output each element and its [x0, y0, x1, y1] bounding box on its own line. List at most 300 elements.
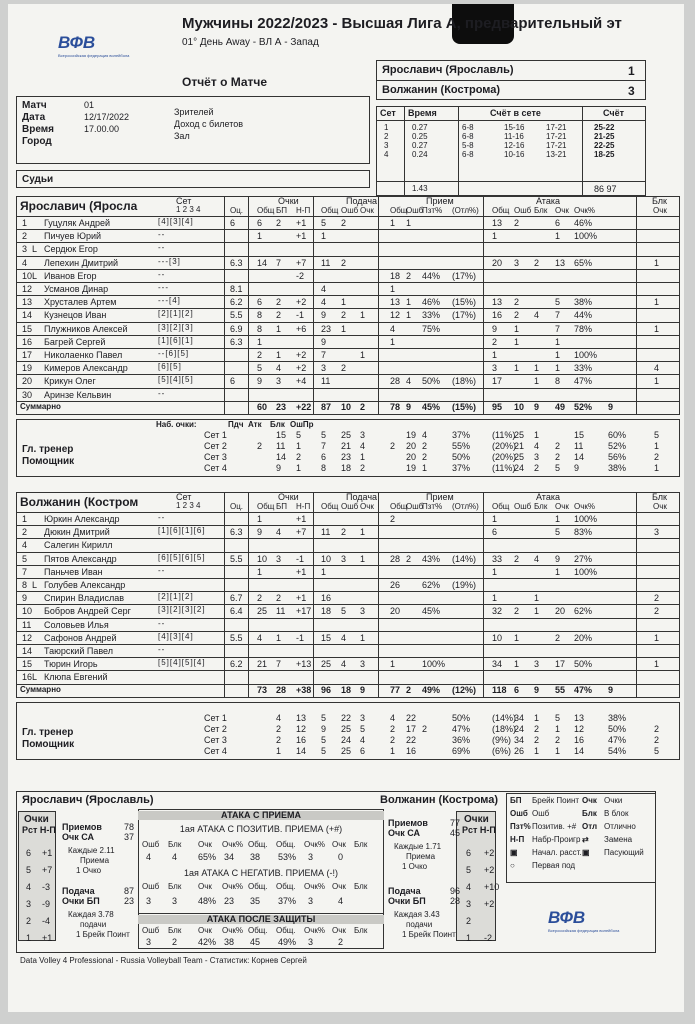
attack-col-header: Очк% [222, 882, 244, 891]
column-header: Общ [321, 206, 339, 215]
player-number: 14 [22, 646, 33, 656]
summary-cell: 73 [257, 684, 268, 695]
column-header: (Отл%) [452, 206, 479, 215]
lineup-positions: ---[4] [158, 296, 181, 306]
setrow-cell: 2 [555, 440, 561, 451]
rule-line [16, 322, 680, 323]
player-name: Пичуев Юрий [44, 231, 102, 242]
rule-line [16, 308, 680, 309]
stat-cell: 7 [555, 323, 561, 334]
summary-cell: 2 [360, 401, 366, 412]
stat-cell: 1 [276, 632, 282, 643]
lineup-positions: [4][3][4] [158, 217, 194, 226]
info-label: Зал [174, 131, 190, 141]
team2-name: Волжанин (Кострома) [382, 84, 501, 96]
player-number: 12 [22, 284, 33, 294]
setrow-cell: 4 [360, 440, 366, 451]
player-name: Юркин Александр [44, 514, 120, 524]
attack-value: 23 [224, 896, 235, 906]
stat-cell: 2 [257, 593, 263, 604]
stat-cell: 1 [360, 553, 366, 564]
column-header: Блк [534, 206, 548, 215]
stat-cell: 7 [555, 310, 561, 321]
stat-cell: 1 [321, 231, 327, 242]
set-score-cell: 2 [384, 132, 389, 141]
stat-cell: 7 [276, 659, 282, 670]
stat-label: Очки БП [388, 896, 426, 906]
stat-cell: 4 [534, 553, 540, 564]
referees-box [16, 170, 370, 188]
stat-cell: 23 [321, 323, 332, 334]
setrow-cell: 9 [276, 462, 282, 473]
legend-key: БП [510, 796, 522, 805]
summary-cell: 49% [422, 684, 441, 695]
stat-cell: 3 [360, 659, 366, 670]
stat-cell: 6.3 [230, 257, 243, 268]
stat-cell: 62% [574, 606, 593, 617]
stat-cell: 2 [514, 553, 520, 564]
bottom-team2: Волжанин (Кострома) [380, 794, 499, 806]
player-number: 3 [22, 244, 28, 255]
rule-line [16, 565, 680, 566]
rotation-number: 1 [466, 933, 472, 943]
rule-line [16, 295, 680, 296]
setrow-cell: 2 [276, 734, 282, 745]
stat-cell: +7 [296, 527, 307, 538]
attack-col-header: Блк [168, 840, 182, 849]
stat-cell: 13 [492, 297, 503, 308]
stat-cell: 9 [321, 336, 327, 347]
legend-key: Отл [582, 822, 598, 831]
attack-value: 49% [278, 937, 297, 947]
stat-cell: 9 [555, 553, 561, 564]
stat-cell: 2 [390, 514, 396, 524]
rotation-number: 1 [26, 933, 32, 943]
stat-cell: -2 [296, 270, 305, 281]
stat-cell: 2 [654, 593, 660, 604]
rotation-number: 6 [26, 848, 32, 858]
stat-cell: 100% [574, 514, 598, 524]
set-score-cell: 1 [384, 123, 389, 132]
sets-header: Счёт [603, 108, 625, 118]
player-name: Дюкин Дмитрий [44, 527, 110, 538]
setrow-cell: 25 [514, 451, 525, 462]
summary-cell: 10 [514, 401, 525, 412]
summary-cell: 10 [341, 401, 352, 412]
sets-total-points: 86 97 [594, 184, 617, 194]
serve-header: Подача [346, 492, 378, 502]
rotation-points-label: Очки [464, 814, 489, 825]
libero-mark: L [32, 244, 38, 255]
legend-value: Очки [604, 796, 623, 805]
rule-line [16, 631, 680, 632]
rotation-number: 2 [26, 916, 32, 926]
player-name: Спирин Владислав [44, 593, 124, 604]
setrow-cell: 2 [257, 440, 263, 451]
stat-cell: +17 [296, 606, 312, 617]
setrow-cell: 1 [555, 723, 561, 734]
setrow-cell: 8 [321, 462, 327, 473]
stat-cell: (15%) [452, 297, 477, 308]
setrow-cell: 4 [534, 440, 540, 451]
set-score-cell: 6-8 [462, 123, 474, 132]
setrow-cell: 16 [296, 734, 307, 745]
stat-note: подачи [80, 920, 107, 929]
setrow-cell: 11 [276, 440, 286, 451]
stat-cell: -1 [296, 310, 305, 321]
setrow-cell: 12 [296, 723, 307, 734]
column-header: Общ [390, 206, 408, 215]
setrow-cell: 3 [360, 429, 366, 440]
rotation-number: 5 [466, 865, 472, 875]
stat-cell: 62% [422, 580, 441, 590]
rule-line [16, 604, 680, 605]
set-score-cell: 4 [384, 150, 389, 159]
player-number: 2 [22, 231, 28, 242]
stat-cell: 1 [555, 363, 561, 374]
set-score-cell: 5-8 [462, 141, 474, 150]
stat-cell: 16 [492, 310, 503, 321]
summary-cell: 6 [514, 684, 520, 695]
stat-cell: 7 [321, 350, 327, 360]
set-score-cell: 18-25 [594, 150, 615, 159]
stat-cell: 2 [514, 218, 520, 228]
player-name: Голубев Александр [44, 580, 126, 590]
stat-cell: 1 [514, 659, 520, 670]
setrow-cell: 19 [406, 462, 417, 473]
player-number: 4 [22, 540, 28, 551]
stat-cell: 4 [257, 632, 263, 643]
stat-cell: 10 [257, 553, 268, 564]
attack-value: 35 [250, 896, 261, 906]
lineup-positions: [6][5] [158, 362, 182, 372]
lineup-positions: --[6][5] [158, 349, 190, 358]
stat-cell: 65% [574, 257, 593, 268]
sets-header: Время [408, 108, 437, 118]
stat-cell: 6 [257, 218, 263, 228]
rule-line [16, 216, 680, 217]
setrow-cell: (20%) [492, 440, 517, 451]
setrow-cell: 4 [360, 734, 366, 745]
stat-cell: 1 [406, 297, 412, 308]
stat-cell: 33 [492, 553, 503, 564]
attack-value: 0 [338, 852, 344, 862]
stat-cell: 2 [555, 632, 561, 643]
setrow-cell: 16 [574, 734, 585, 745]
setrow-cell: 3 [360, 712, 366, 723]
player-number: 9 [22, 593, 28, 604]
stat-note: Каждые 1.71 [394, 842, 442, 851]
setrow-cell: 69% [452, 745, 471, 756]
stat-cell: (17%) [452, 270, 477, 281]
attack-col-header: Общ. [248, 840, 268, 849]
attack-value: 37% [278, 896, 297, 906]
attack-value: 3 [172, 896, 178, 906]
stat-value: 78 [124, 822, 135, 832]
stat-cell: +7 [296, 257, 307, 268]
column-header: (Отл%) [452, 502, 479, 511]
setrow-cell: 5 [654, 745, 660, 756]
stat-value: 28 [450, 896, 461, 906]
vfv-logo-bottom: ВФВ [548, 908, 586, 927]
player-number: 7 [22, 566, 28, 577]
setrow-cell: 18 [341, 462, 352, 473]
set-score-cell: 25-22 [594, 123, 615, 132]
setrow-label: Сет 2 [204, 723, 227, 734]
setrow-cell: 5 [360, 723, 366, 734]
stat-cell: 16 [321, 593, 332, 604]
attack-value: 3 [308, 937, 314, 947]
stat-cell: 5 [321, 218, 327, 228]
stat-cell: 100% [574, 566, 598, 577]
attack-col-header: Общ. [276, 882, 296, 891]
attack-col-header: Очк [198, 926, 212, 935]
set-score-cell: 11-16 [504, 132, 524, 141]
stat-cell: 33% [574, 363, 593, 374]
column-header: Пзт% [422, 206, 443, 215]
setrow-cell: 6 [321, 451, 327, 462]
stat-cell: -1 [296, 553, 305, 564]
stat-cell: 1 [276, 323, 282, 334]
lineup-positions: -- [158, 565, 166, 575]
legend-key: ⇄ [582, 835, 589, 844]
summary-cell: 9 [360, 684, 366, 695]
stat-cell: 4 [321, 284, 327, 294]
setrow-cell: 2 [360, 462, 366, 473]
negative-title: 1ая АТАКА С НЕГАТИВ. ПРИЕМА (-!) [183, 868, 339, 878]
attack-value: 38 [224, 937, 235, 947]
stat-cell: 1 [257, 514, 263, 524]
setrow-cell: (6%) [492, 745, 512, 756]
setrow-cell: 38% [608, 712, 627, 723]
column-header: Ошб [406, 206, 424, 215]
setrow-cell: 37% [452, 429, 471, 440]
stat-cell: 1 [654, 323, 660, 334]
setrow-label: Сет 1 [204, 712, 227, 723]
attack-value: 53% [278, 852, 297, 862]
stat-cell: 25 [321, 659, 332, 670]
rule-line [16, 388, 680, 389]
stat-label: Очк СА [388, 828, 421, 838]
setrow-cell: 15 [276, 429, 287, 440]
column-divider [248, 492, 249, 698]
lineup-positions: [3][2][3][2] [158, 605, 206, 615]
rotation-number: 3 [466, 899, 472, 909]
setrow-cell: 2 [276, 723, 282, 734]
stat-cell: 20 [555, 606, 566, 617]
legend-value: Брейк Поинт [532, 796, 580, 805]
rotation-value: +2 [484, 848, 495, 858]
stat-cell: 2 [514, 310, 520, 321]
player-number: 16 [22, 672, 33, 683]
attack-col-header: Очк% [222, 926, 244, 935]
stat-cell: 1 [555, 514, 561, 524]
setrow-cell: 5 [296, 429, 302, 440]
info-label: Город [22, 136, 52, 147]
stat-value: 45 [450, 828, 461, 838]
column-header: Ошб [514, 206, 532, 215]
stat-cell: 3 [492, 363, 498, 374]
stat-value: 77 [450, 818, 461, 828]
attack-value: 3 [146, 896, 152, 906]
rule-line [16, 591, 680, 592]
stat-cell: 1 [514, 336, 520, 347]
stat-cell: 21 [257, 659, 268, 670]
summary-cell: 18 [341, 684, 352, 695]
stat-cell: 2 [276, 310, 282, 321]
player-number: 15 [22, 323, 33, 334]
setrow-cell: 9 [321, 723, 327, 734]
stat-cell: 32 [492, 606, 503, 617]
round-subtitle: 01° День Away - ВЛ А - Запад [182, 37, 319, 48]
stat-cell: 100% [574, 350, 598, 360]
setrow-label: Сет 1 [204, 429, 227, 440]
attack-col-header: Очк% [304, 840, 326, 849]
summary-cell: 2 [406, 684, 412, 695]
stat-cell: 3 [534, 659, 540, 670]
rule-line [16, 670, 680, 671]
block-header: Блк [652, 196, 667, 206]
info-value: 12/17/2022 [84, 112, 130, 122]
rule-line [16, 335, 680, 336]
stat-cell: 2 [406, 270, 412, 281]
attack-defense-title: АТАКА ПОСЛЕ ЗАЩИТЫ [138, 915, 384, 924]
legend-value: Позитив. +# [532, 822, 577, 831]
attack-col-header: Ошб [142, 882, 160, 891]
setrow-cell: 2 [534, 723, 540, 734]
stat-note: Каждые 2.11 [68, 846, 115, 855]
stat-cell: 4 [321, 297, 327, 308]
stat-cell: 8 [257, 310, 263, 321]
stat-cell: 34 [492, 659, 503, 670]
coach-label: Гл. тренер [22, 443, 74, 455]
vfv-logo: ВФВ [58, 33, 96, 52]
setrow-cell: 14 [296, 745, 307, 756]
stat-note: Приема [406, 852, 436, 861]
lineup-positions: [6][5][6][5] [158, 552, 206, 562]
stat-cell: +1 [296, 218, 307, 228]
info-value: 01 [84, 100, 95, 110]
set-score-cell: 17-21 [546, 132, 567, 141]
stat-cell: 6.3 [230, 336, 243, 347]
setrow-cell: 47% [452, 723, 471, 734]
rotation-value: +10 [484, 882, 500, 892]
stat-cell: 28 [390, 553, 401, 564]
setrow-cell: 4 [390, 712, 396, 723]
attack-header: Атака [536, 492, 560, 502]
column-divider [636, 492, 637, 698]
stat-cell: 4 [276, 527, 282, 538]
summary-label: Суммарно [20, 401, 61, 411]
stat-cell: 4 [406, 376, 412, 387]
stat-cell: 1 [654, 257, 660, 268]
stat-cell: 20% [574, 632, 593, 643]
stat-cell: 1 [492, 350, 498, 360]
summary-cell: +38 [296, 684, 312, 695]
team2-sets: 3 [628, 84, 635, 98]
stat-cell: 18 [321, 606, 332, 617]
libero-mark: L [32, 270, 38, 281]
legend-value: Замена [604, 835, 633, 844]
stat-cell: 1 [654, 659, 660, 670]
attack-col-header: Очк% [304, 882, 326, 891]
stat-cell: 100% [574, 231, 598, 242]
stat-cell: 11 [321, 257, 331, 268]
setrow-cell: 38% [608, 462, 627, 473]
setrow-cell: 13 [574, 712, 585, 723]
lineup-positions: -- [158, 618, 166, 628]
stat-cell: 1 [492, 231, 498, 242]
stat-cell: (17%) [452, 310, 477, 321]
column-header: Очк% [574, 502, 596, 511]
stat-cell: 13 [555, 257, 566, 268]
player-number: 15 [22, 659, 33, 670]
attack-value: 4 [338, 896, 344, 906]
attack-col-header: Очк [332, 840, 346, 849]
player-number: 13 [22, 297, 33, 308]
setrow-cell: 2 [390, 440, 396, 451]
column-header: Общ [492, 502, 510, 511]
setrow-cell: 9 [574, 462, 580, 473]
summary-cell: 52% [574, 401, 593, 412]
stat-cell: 2 [257, 350, 263, 360]
rule-line [16, 578, 680, 579]
attack-value: 3 [308, 896, 314, 906]
stat-cell: 11 [321, 376, 331, 387]
summary-cell: 9 [534, 401, 540, 412]
sets-header: Счёт в сете [490, 108, 541, 118]
stat-cell: 78% [574, 323, 593, 334]
rotation-value: -2 [484, 933, 493, 943]
rotation-number: 4 [466, 882, 472, 892]
rule-line [16, 374, 680, 375]
column-divider [458, 106, 459, 196]
setrow-cell: 5 [321, 734, 327, 745]
stat-cell: 1 [257, 566, 263, 577]
attack-col-header: Общ. [276, 840, 296, 849]
set-score-cell: 10-16 [504, 150, 525, 159]
stat-cell: 1 [555, 231, 561, 242]
setrow-cell: 1 [534, 429, 540, 440]
set-score-cell: 17-21 [546, 123, 567, 132]
stat-cell: 2 [341, 218, 347, 228]
stat-value: 96 [450, 886, 461, 896]
setrow-cell: 14 [574, 451, 585, 462]
setrow-cell: 14 [574, 745, 585, 756]
player-number: 4 [22, 257, 28, 268]
attack-value: 3 [146, 937, 152, 947]
summary-cell: 28 [276, 684, 287, 695]
stat-cell: 9 [321, 310, 327, 321]
lineup-positions: [2][1][2] [158, 592, 194, 602]
set-score-cell: 6-8 [462, 132, 474, 141]
stat-cell: 2 [534, 257, 540, 268]
rotation-value: -4 [42, 916, 51, 926]
setrow-cell: 1 [654, 440, 660, 451]
setrow-label: Сет 3 [204, 734, 227, 745]
player-name: Тюрин Игорь [44, 659, 98, 670]
stat-cell: 50% [422, 376, 441, 387]
stat-label: Приемов [62, 822, 102, 832]
column-divider [483, 492, 484, 698]
stat-cell: (18%) [452, 376, 477, 387]
attack-col-header: Общ. [276, 926, 296, 935]
player-name: Паньчев Иван [44, 566, 103, 577]
stat-cell: 6.2 [230, 659, 243, 670]
setrow-cell: 2 [555, 734, 561, 745]
stat-cell: 18 [390, 270, 401, 281]
stat-cell: 1 [534, 606, 540, 617]
